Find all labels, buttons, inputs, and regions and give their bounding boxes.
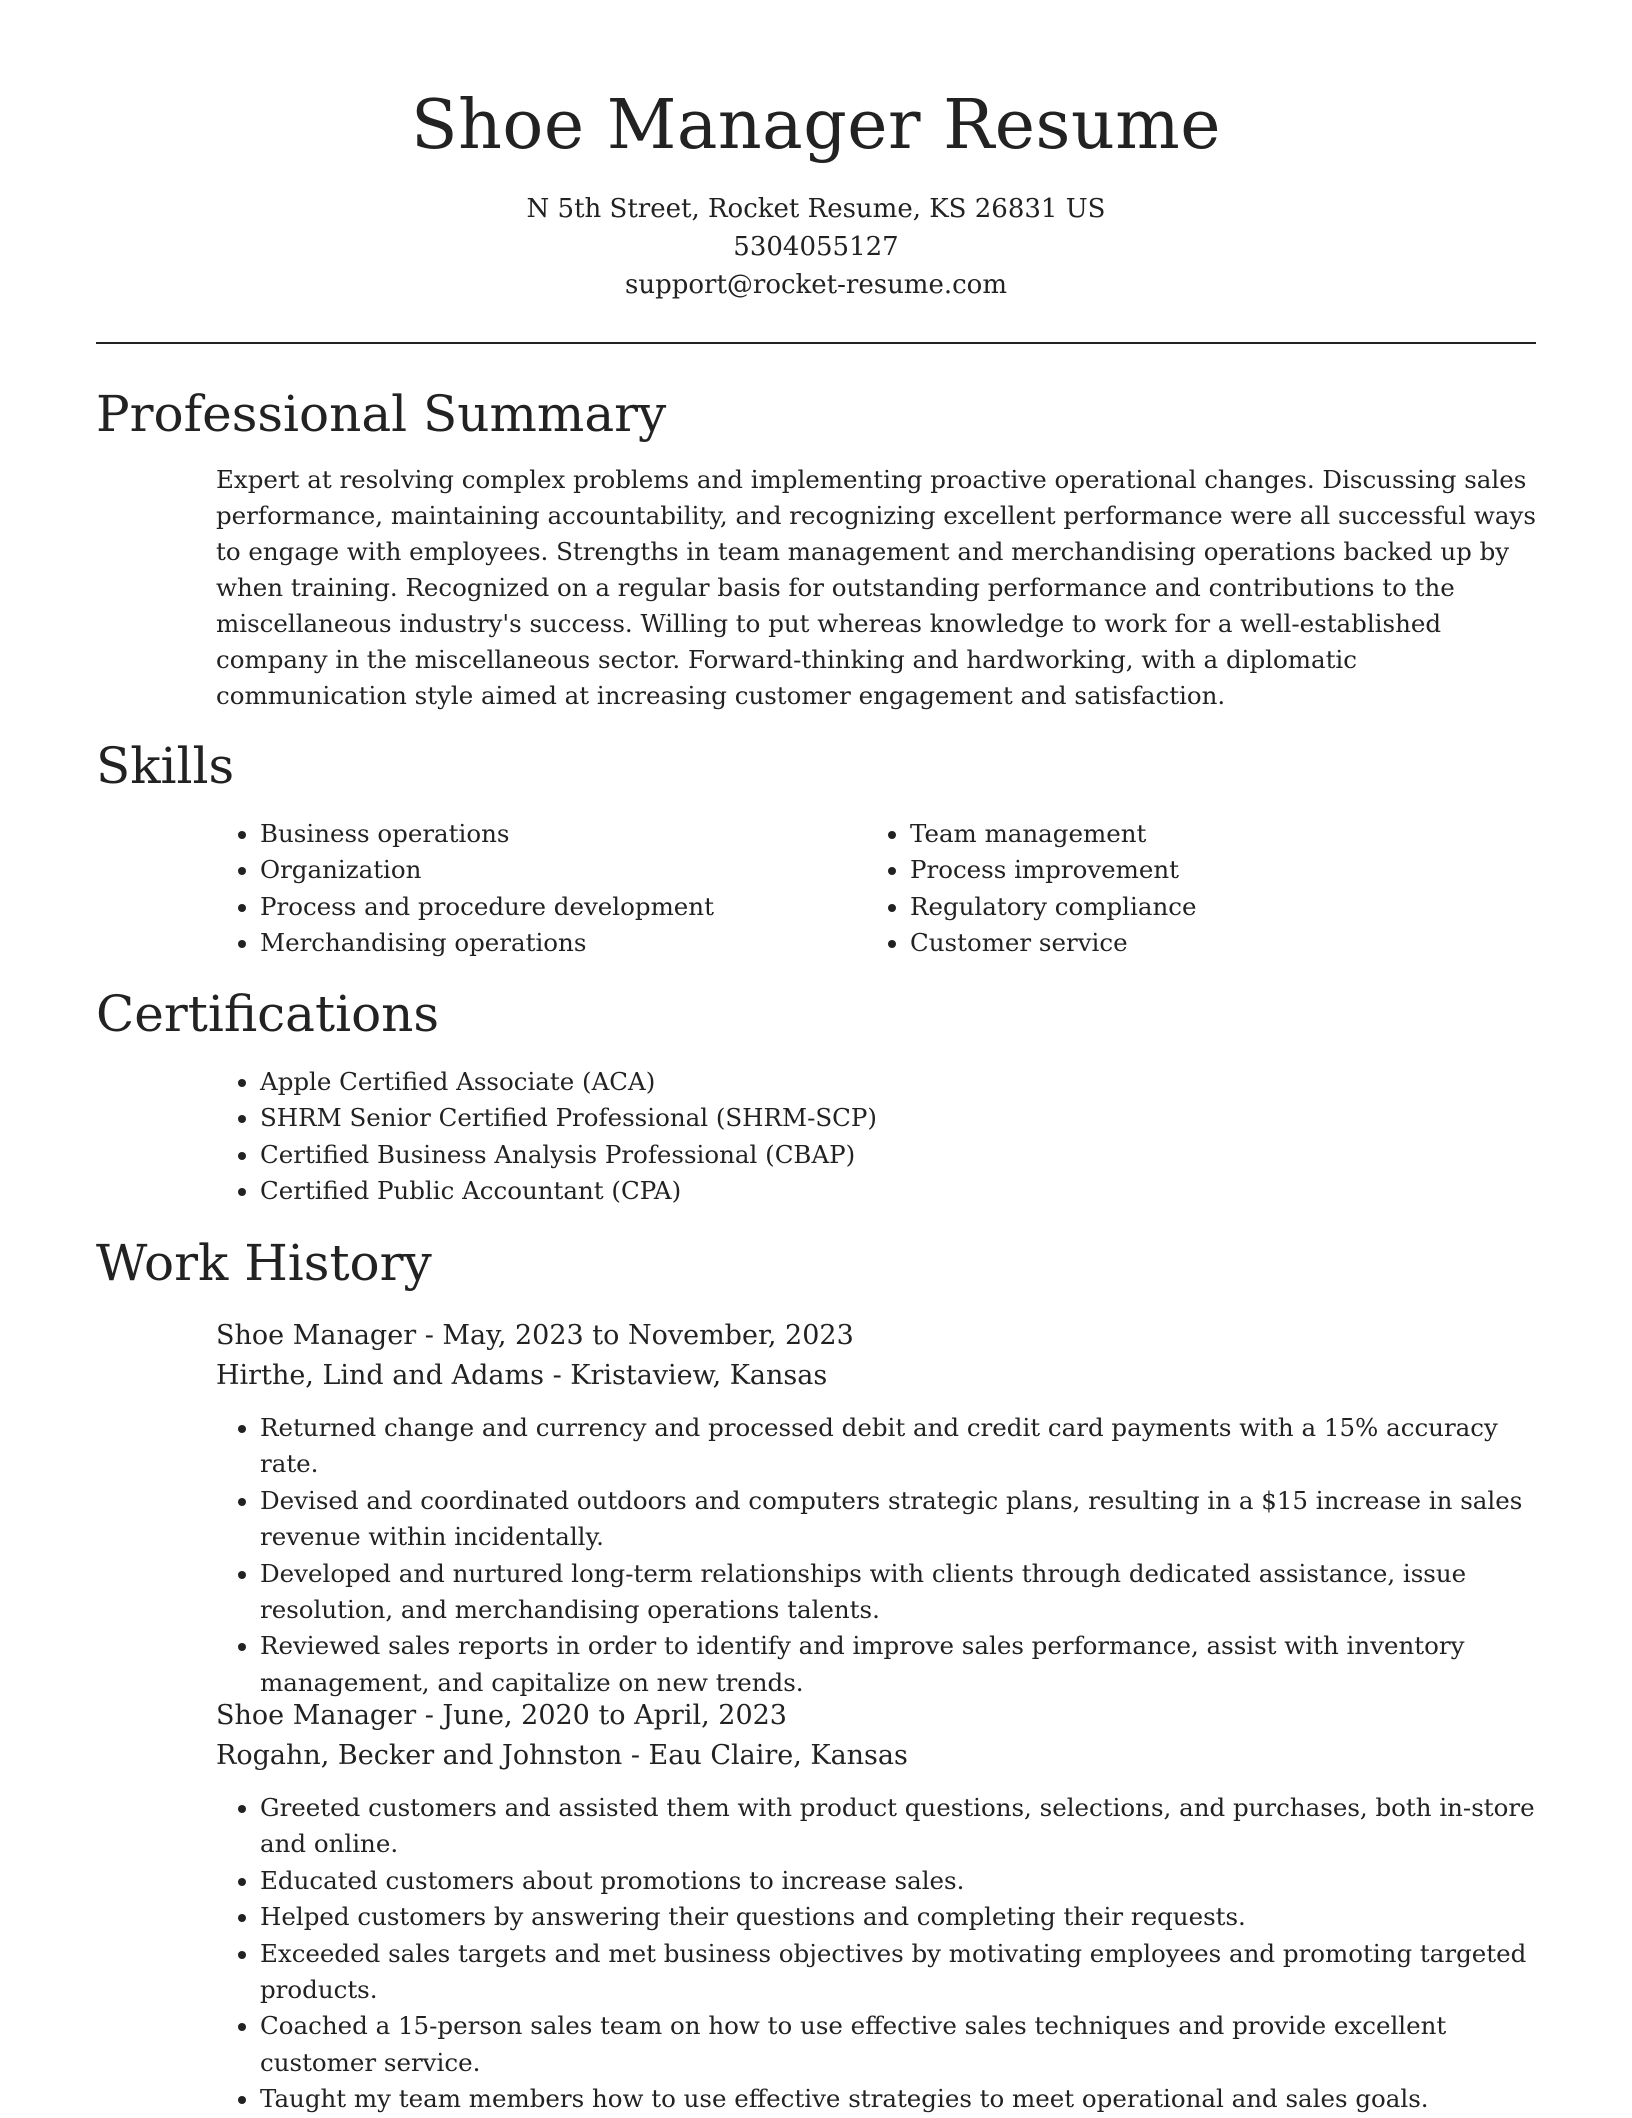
- skill-item: • Team management: [910, 816, 1516, 852]
- job-company: Rogahn, Becker and Johnston: [216, 1740, 623, 1771]
- summary-text: Expert at resolving complex problems and implementing proactive operational changes. Discussing sales performance, maintaining accountability, and recognizing excellent performance were all successful ways to engage with employees. Strengths in team management and merchandising operations backed up by when training. Recognized on a regular basis for outstanding performance and contributions to the miscellaneous industry's success. Willing to put whereas knowledge to work for a well-established company in the miscellaneous sector. Forward-thinking and hardworking, with a diplomatic communication style aimed at increasing customer engagement and satisfaction.: [216, 465, 1536, 710]
- skills-list: [216, 816, 1536, 962]
- job-bullets: [216, 1410, 1536, 1701]
- skill-item: • Business operations: [260, 816, 866, 852]
- job-dates: June, 2020 to April, 2023: [442, 1700, 787, 1731]
- job-entry: [216, 1316, 1536, 1701]
- job-bullet: • Taught my team members how to use effective strategies to meet operational and sales goals.: [260, 2081, 1536, 2117]
- job-bullet: • Greeted customers and assisted them with product questions, selections, and purchases, both in-store and online.: [260, 1790, 1536, 1863]
- job-company-line: Rogahn, Becker and Johnston - Eau Claire, Kansas: [216, 1740, 908, 1771]
- job-role-line: Shoe Manager - May, 2023 to November, 2023: [216, 1320, 854, 1351]
- job-bullet: • Devised and coordinated outdoors and computers strategic plans, resulting in a $15 increase in sales revenue within incidentally.: [260, 1483, 1536, 1556]
- job-bullet: • Coached a 15-person sales team on how to use effective sales techniques and provide excellent customer service.: [260, 2008, 1536, 2081]
- resume-title: Shoe Manager Resume: [411, 86, 1221, 165]
- contact-phone: 5304055127: [733, 232, 899, 262]
- job-role: Shoe Manager: [216, 1320, 417, 1351]
- skill-item: • Regulatory compliance: [910, 889, 1516, 925]
- contact-address: N 5th Street, Rocket Resume, KS 26831 US: [526, 194, 1106, 224]
- skill-item: • Process and procedure development: [260, 889, 866, 925]
- job-company-line: Hirthe, Lind and Adams - Kristaview, Kansas: [216, 1360, 828, 1391]
- job-bullet: • Exceeded sales targets and met business objectives by motivating employees and promoting targeted products.: [260, 1936, 1536, 2009]
- skill-item: • Customer service: [910, 925, 1516, 961]
- certification-item: • Apple Certified Associate (ACA): [260, 1064, 1536, 1100]
- job-bullet: • Educated customers about promotions to increase sales.: [260, 1863, 1536, 1899]
- job-bullets: [216, 1790, 1536, 2118]
- contact-info: [0, 190, 1632, 304]
- skill-item: • Organization: [260, 852, 866, 888]
- job-dates: May, 2023 to November, 2023: [442, 1320, 854, 1351]
- header-divider: [96, 342, 1536, 344]
- skills-column-left: [216, 816, 866, 962]
- job-role-line: Shoe Manager - June, 2020 to April, 2023: [216, 1700, 787, 1731]
- section-title-summary: Professional Summary: [96, 385, 667, 443]
- job-company: Hirthe, Lind and Adams: [216, 1360, 544, 1391]
- skills-column-right: [866, 816, 1516, 962]
- section-title-work-history: Work History: [96, 1234, 432, 1292]
- contact-email: support@rocket-resume.com: [624, 270, 1007, 300]
- skill-item: • Process improvement: [910, 852, 1516, 888]
- job-bullet: • Developed and nurtured long-term relationships with clients through dedicated assistance, issue resolution, and merchandising operations talents.: [260, 1556, 1536, 1629]
- skill-item: • Merchandising operations: [260, 925, 866, 961]
- job-bullet: • Returned change and currency and processed debit and credit card payments with a 15% accuracy rate.: [260, 1410, 1536, 1483]
- job-entry: [216, 1696, 1536, 2118]
- job-bullet: • Reviewed sales reports in order to identify and improve sales performance, assist with inventory management, and capitalize on new trends.: [260, 1628, 1536, 1701]
- certifications-list: [216, 1064, 1536, 1210]
- section-title-skills: Skills: [96, 737, 235, 795]
- section-title-certifications: Certifications: [96, 985, 440, 1043]
- resume-header: [0, 0, 1632, 304]
- job-location: Eau Claire, Kansas: [648, 1740, 908, 1771]
- job-bullet: • Helped customers by answering their questions and completing their requests.: [260, 1899, 1536, 1935]
- certification-item: • Certified Business Analysis Professional (CBAP): [260, 1137, 1536, 1173]
- certification-item: • SHRM Senior Certified Professional (SHRM-SCP): [260, 1100, 1536, 1136]
- certification-item: • Certified Public Accountant (CPA): [260, 1173, 1536, 1209]
- job-role: Shoe Manager: [216, 1700, 417, 1731]
- job-location: Kristaview, Kansas: [570, 1360, 828, 1391]
